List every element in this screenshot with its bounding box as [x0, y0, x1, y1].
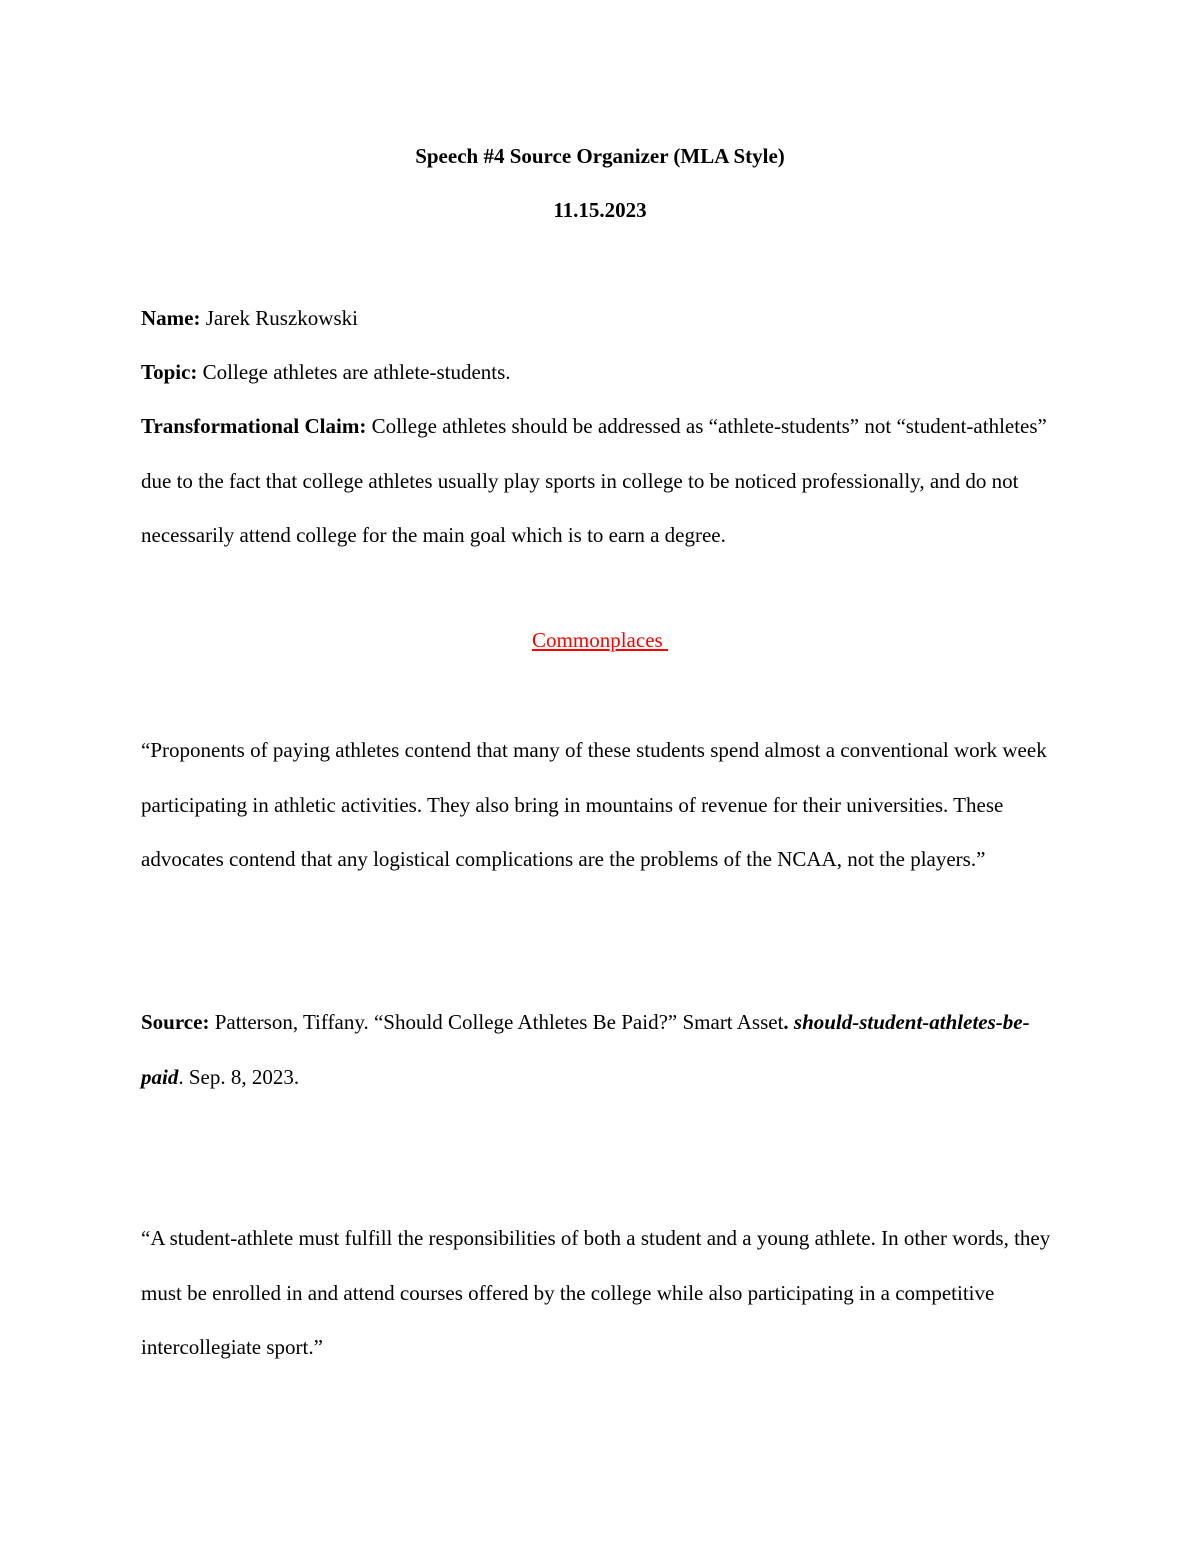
- name-value: Jarek Ruszkowski: [205, 306, 358, 330]
- claim-field: [141, 399, 1071, 563]
- source-period: .: [783, 1010, 789, 1034]
- name-field: [141, 291, 1071, 346]
- document-title: Speech #4 Source Organizer (MLA Style): [415, 144, 785, 168]
- section-heading-commonplaces: Commonplaces: [532, 628, 668, 652]
- source-citation-text: Patterson, Tiffany. “Should College Athletes Be Paid?” Smart Asset: [214, 1010, 784, 1034]
- source-url-slug: should-student-athletes-be-paid: [141, 1010, 1030, 1089]
- source-citation: [141, 995, 1071, 1104]
- topic-label: Topic:: [141, 360, 198, 384]
- source-date: . Sep. 8, 2023.: [178, 1064, 300, 1089]
- document-date: 11.15.2023: [553, 198, 647, 222]
- topic-value: College athletes are athlete-students.: [202, 360, 511, 384]
- name-label: Name:: [141, 306, 201, 330]
- claim-label: Transformational Claim:: [141, 414, 367, 438]
- source-label: Source:: [141, 1010, 210, 1034]
- quote-paragraph: “Proponents of paying athletes contend that many of these students spend almost a conventional work week participating in athletic activities. They also bring in mountains of revenue for their universities. These advocates contend that any logistical complications are the problems of the NCAA, not the players.”: [141, 738, 1047, 871]
- claim-value: College athletes should be addressed as “athlete-students” not “student-athletes” due to the fact that college athletes usually play sports in college to be noticed professionally, and do not necessarily attend college for the main goal which is to earn a degree.: [141, 414, 1047, 547]
- topic-field: [141, 345, 1071, 400]
- quote-paragraph: “A student-athlete must fulfill the responsibilities of both a student and a young athlete. In other words, they must be enrolled in and attend courses offered by the college while also participating in a competitive intercollegiate sport.”: [141, 1226, 1051, 1359]
